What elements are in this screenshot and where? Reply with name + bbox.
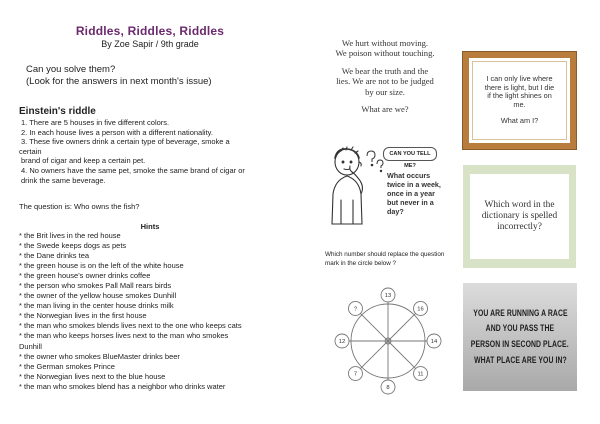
hints-title: Hints — [140, 222, 160, 231]
hint-line: * the owner of the yellow house smokes Dunhill — [19, 291, 177, 301]
rule-line: 3. These five owners drink a certain type of beverage, smoke a — [21, 137, 230, 147]
wheel-spoke — [360, 341, 388, 369]
wheel-number: 14 — [430, 339, 438, 346]
question-line: Which number should replace the question — [325, 251, 445, 258]
riddle-light-tile — [463, 52, 576, 149]
number-wheel-diagram — [326, 284, 456, 396]
wheel-spoke — [360, 313, 388, 341]
riddle-line: by our size. — [365, 86, 405, 97]
riddle-line: I can only live where — [486, 74, 553, 84]
wheel-number: 16 — [417, 306, 424, 313]
riddle-line: but never in a — [387, 198, 434, 207]
riddle-word-tile — [463, 165, 576, 268]
einstein-title: Einstein's riddle — [19, 106, 96, 117]
riddle-truth — [318, 38, 452, 114]
rule-line: 1. There are 5 houses in five different colors. — [21, 118, 170, 127]
hint-line: * the Brit lives in the red house — [19, 231, 121, 240]
hint-line: * the German smokes Prince — [19, 361, 115, 371]
riddle-line: once in a year — [387, 189, 435, 198]
hint-line: * the person who smokes Pall Mall rears birds — [19, 281, 172, 291]
hint-line: * the Swede keeps dogs as pets — [19, 241, 127, 251]
wheel-number: 11 — [417, 371, 424, 378]
wheel-spoke — [388, 341, 416, 369]
hint-line: * the green house is on the left of the white house — [19, 261, 184, 271]
race-line: WHAT PLACE ARE YOU IN? — [473, 354, 567, 365]
riddle-question: What am I? — [500, 116, 539, 126]
rule-line: certain — [19, 146, 42, 156]
hint-line: * the Dane drinks tea — [19, 251, 90, 261]
wheel-number: 13 — [384, 293, 392, 300]
riddle-line: twice in a week, — [387, 180, 441, 189]
race-line: PERSON IN SECOND PLACE. — [471, 339, 569, 349]
intro — [26, 64, 212, 88]
rule-line: 2. In each house lives a person with a different nationality. — [21, 127, 213, 137]
byline: By Zoe Sapir / 9th grade — [101, 39, 199, 49]
thinking-person-illustration — [321, 144, 385, 229]
hint-line: * the owner who smokes BlueMaster drinks beer — [19, 351, 180, 361]
number-question — [325, 250, 465, 268]
riddle-race-tile — [463, 283, 577, 391]
speech-bubble: CAN YOU TELL ME? — [383, 147, 437, 161]
riddle-line: We poison without touching. — [335, 48, 435, 59]
riddle-question: What are we? — [361, 104, 409, 115]
question-line: mark in the circle below ? — [325, 260, 397, 267]
riddle-word-text: Which word in the dictionary is spelled incorrectly? — [470, 174, 569, 259]
riddle-line: there is light, but I die — [484, 82, 555, 92]
hint-line: * the man who smokes blend has a neighbor who drinks water — [19, 381, 226, 391]
rule-line: brand of cigar and keep a certain pet. — [21, 156, 146, 166]
riddle-line: day? — [387, 207, 404, 216]
riddle-line: lies. We are not to be judged — [336, 76, 434, 87]
hint-line: Dunhill — [19, 341, 42, 351]
riddle-line: We bear the truth and the — [341, 65, 429, 76]
page-title: Riddles, Riddles, Riddles — [75, 24, 225, 38]
wheel-number: 12 — [338, 339, 346, 346]
race-line: YOU ARE RUNNING A RACE — [472, 307, 568, 318]
riddle-line: We hurt without moving. — [341, 38, 429, 48]
hint-line: * the man living in the center house drinks milk — [19, 301, 174, 311]
hint-line: * the man who keeps horses lives next to the man who smokes — [19, 331, 229, 341]
riddle-line: me. — [513, 99, 526, 109]
wheel-number: 8 — [386, 385, 390, 392]
rule-line: drink the same beverage. — [21, 175, 106, 185]
intro-line: Can you solve them? — [26, 64, 116, 75]
riddle-line: if the light shines on — [487, 91, 552, 101]
hint-line: * the Norwegian lives next to the blue house — [19, 371, 166, 381]
hint-line: * the green house's owner drinks coffee — [19, 271, 151, 281]
wheel-number: 7 — [353, 371, 358, 378]
hint-line: * the Norwegian lives in the first house — [19, 311, 147, 321]
intro-line: (Look for the answers in next month's issue) — [26, 76, 212, 87]
einstein-rules — [19, 118, 289, 185]
hints-list — [19, 231, 242, 392]
einstein-question: The question is: Who owns the fish? — [19, 202, 140, 211]
riddle-light-card — [472, 61, 567, 140]
riddle-twice — [387, 171, 441, 216]
riddle-line: What occurs — [387, 171, 431, 180]
race-line: AND YOU PASS THE — [485, 323, 555, 334]
wheel-number: ? — [353, 306, 358, 313]
wheel-spoke — [388, 313, 416, 341]
hint-line: * the man who smokes blends lives next to the one who keeps cats — [19, 321, 242, 331]
rule-line: 4. No owners have the same pet, smoke the same brand of cigar or — [21, 165, 245, 175]
